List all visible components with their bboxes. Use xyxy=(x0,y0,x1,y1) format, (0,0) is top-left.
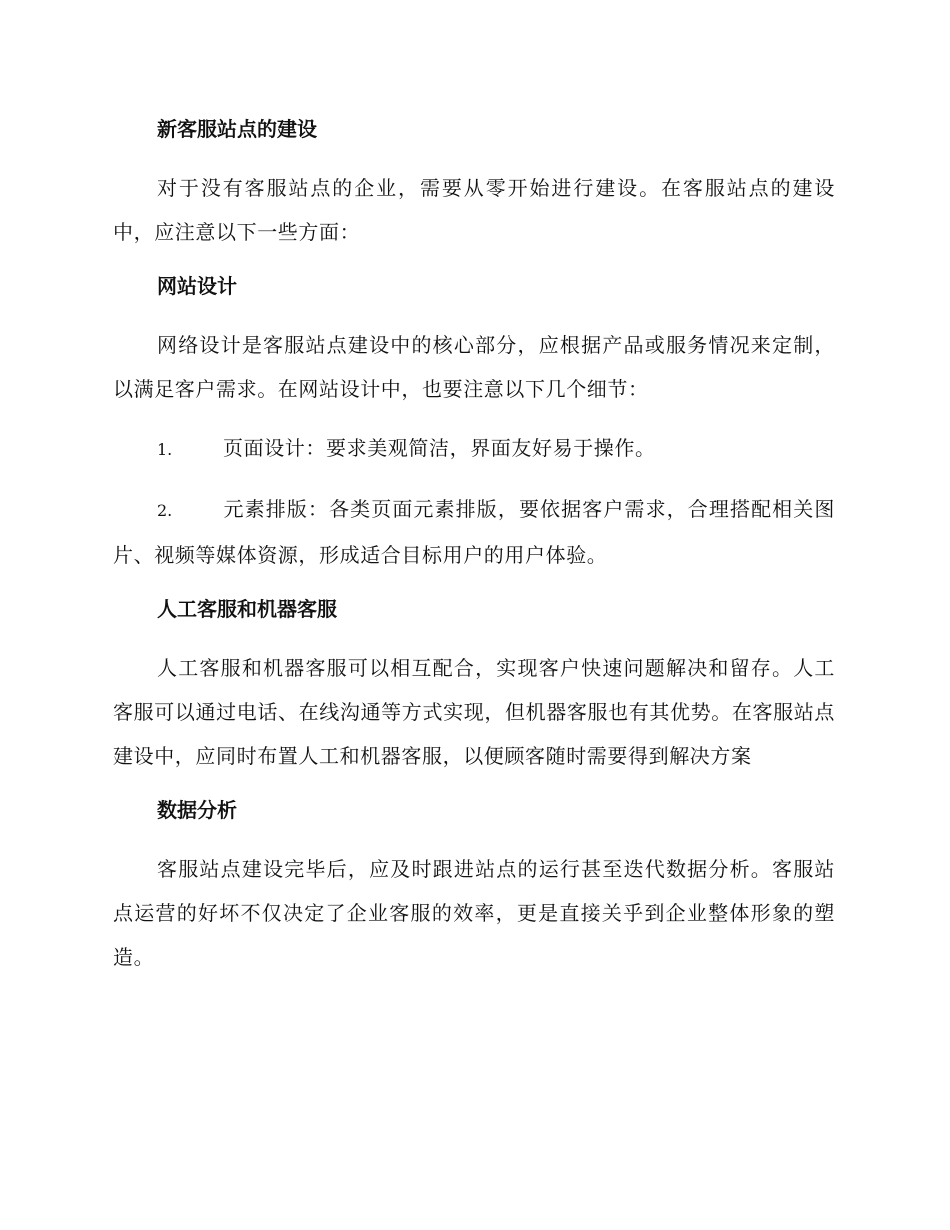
section-paragraph: 对于没有客服站点的企业，需要从零开始进行建设。在客服站点的建设中，应注意以下一些方面： xyxy=(113,176,835,244)
list-text: 元素排版：各类页面元素排版，要依据客户需求，合理搭配相关图片、视频等媒体资源，形成适合目标用户的用户体验。 xyxy=(113,497,835,567)
section-heading: 新客服站点的建设 xyxy=(157,117,317,141)
section-heading: 网站设计 xyxy=(157,274,237,298)
list-number: 1. xyxy=(157,440,173,459)
section-paragraph: 客服站点建设完毕后，应及时跟进站点的运行甚至迭代数据分析。客服站点运营的好坏不仅决定了企业客服的效率，更是直接关乎到企业整体形象的塑造。 xyxy=(113,857,835,969)
document-page xyxy=(113,112,835,994)
section-heading: 数据分析 xyxy=(157,798,237,822)
list-text: 页面设计：要求美观简洁，界面友好易于操作。 xyxy=(223,436,656,460)
section-paragraph: 网络设计是客服站点建设中的核心部分，应根据产品或服务情况来定制，以满足客户需求。在网站设计中，也要注意以下几个细节： xyxy=(113,333,835,401)
section-heading: 人工客服和机器客服 xyxy=(157,597,337,621)
list-number: 2. xyxy=(157,501,173,520)
section-paragraph: 人工客服和机器客服可以相互配合，实现客户快速问题解决和留存。人工客服可以通过电话、在线沟通等方式实现，但机器客服也有其优势。在客服站点建设中，应同时布置人工和机器客服，以便顾客随时需要得到解决方案 xyxy=(113,656,835,768)
list-item xyxy=(113,426,835,472)
list-item xyxy=(113,487,835,577)
